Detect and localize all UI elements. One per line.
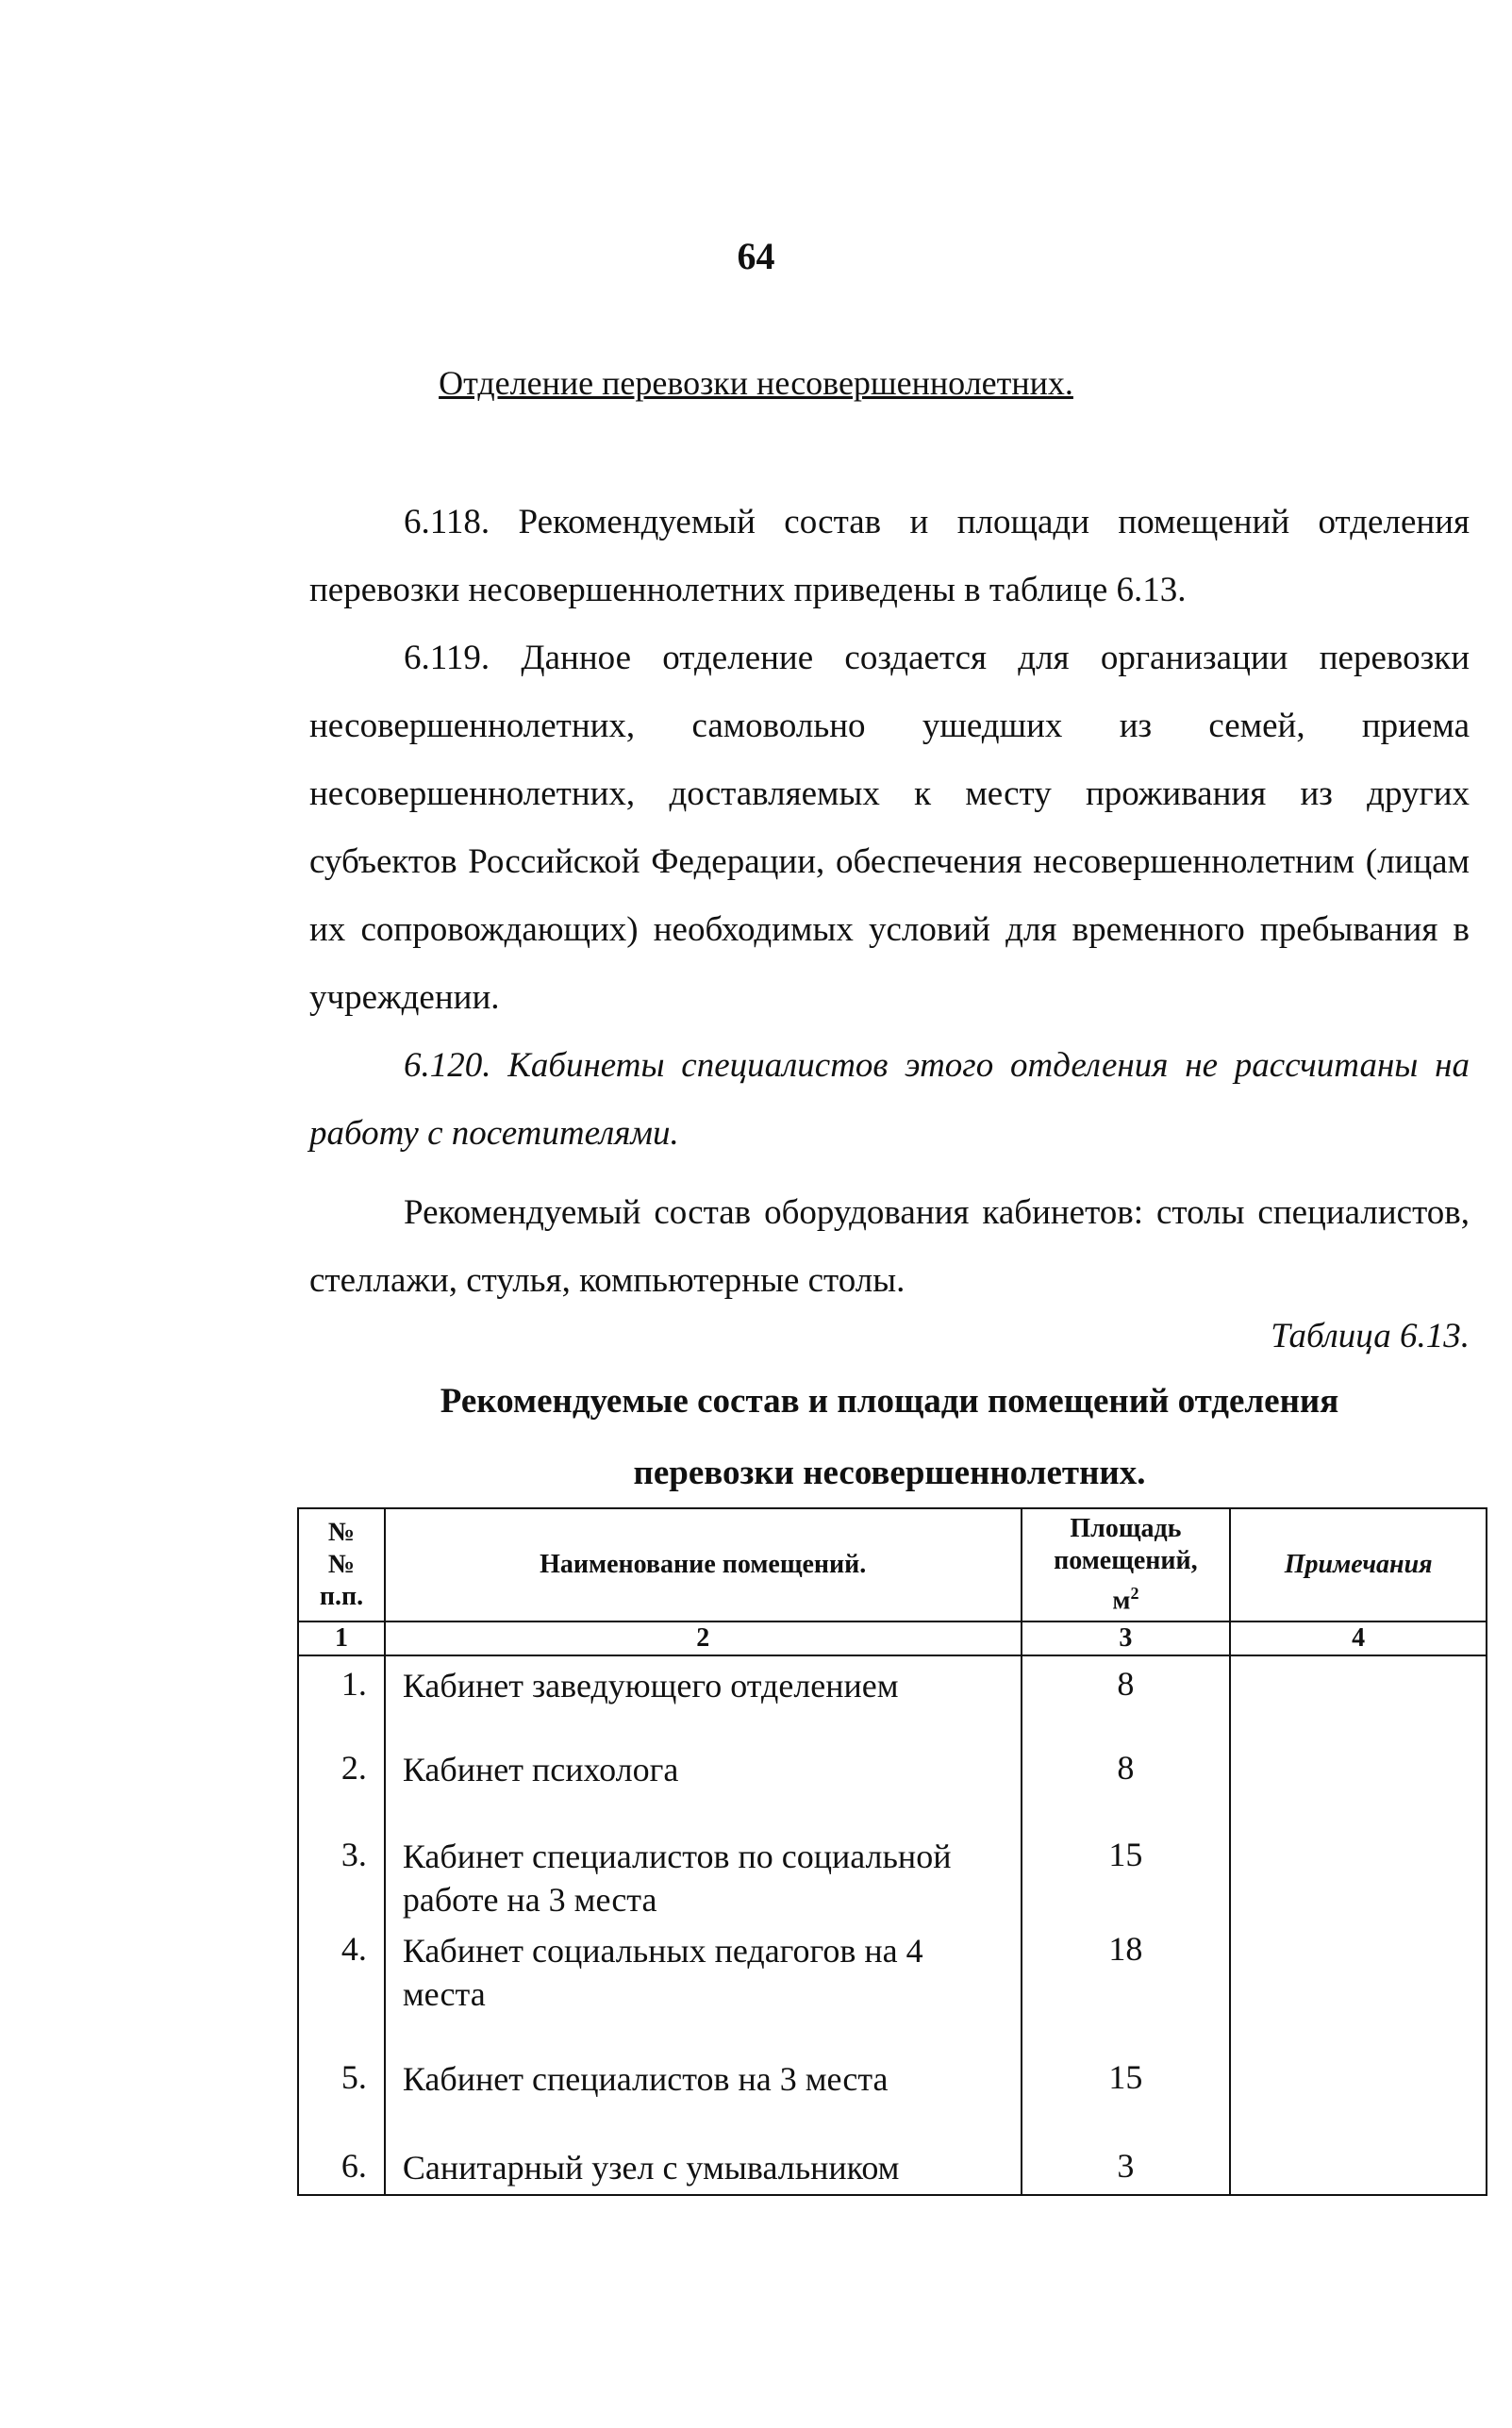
room-note: [1230, 1921, 1487, 2050]
room-area: 8: [1022, 1655, 1231, 1740]
room-name: Кабинет заведующего отделением: [385, 1655, 1022, 1740]
table-row: [298, 1740, 1487, 1827]
row-number: 6.: [298, 2138, 385, 2195]
section-title: Отделение перевозки несовершеннолетних.: [439, 364, 1073, 402]
room-note: [1230, 1740, 1487, 1827]
table-caption: Таблица 6.13.: [1271, 1317, 1470, 1355]
room-name: Кабинет специалистов по социальной работе на 3 места: [385, 1827, 1022, 1921]
table-header-row: [298, 1508, 1487, 1621]
table-row: [298, 2138, 1487, 2195]
column-number: 2: [385, 1621, 1022, 1655]
body-text: [309, 489, 1470, 1315]
header-number: № № п.п.: [298, 1508, 385, 1621]
row-number: 3.: [298, 1827, 385, 1921]
header-name: Наименование помещений.: [385, 1508, 1022, 1621]
header-notes: Примечания: [1230, 1508, 1487, 1621]
page-number: 64: [737, 235, 775, 277]
paragraph-6-119: 6.119. Данное отделение создается для организации перевозки несовершеннолетних, самовольно ушедших из семей, приема несовершеннолетних, доставляемых к месту проживания из других субъектов Российской Федерации, обеспечения несовершеннолетним (лицам их сопровождающих) необходимых условий для временного пребывания в учреждении.: [309, 639, 1470, 1017]
room-name: Кабинет специалистов на 3 места: [385, 2050, 1022, 2138]
room-name: Кабинет социальных педагогов на 4 места: [385, 1921, 1022, 2050]
room-note: [1230, 1827, 1487, 1921]
row-number: 5.: [298, 2050, 385, 2138]
room-area: 3: [1022, 2138, 1231, 2195]
table-title: [309, 1366, 1470, 1509]
row-number: 4.: [298, 1921, 385, 2050]
room-area: 15: [1022, 1827, 1231, 1921]
paragraph-equipment: Рекомендуемый состав оборудования кабинетов: столы специалистов, стеллажи, стулья, компьютерные столы.: [309, 1193, 1470, 1300]
room-note: [1230, 2138, 1487, 2195]
table-row: [298, 1827, 1487, 1921]
room-area: 8: [1022, 1740, 1231, 1827]
header-area: Площадь помещений, $м^2$: [1022, 1508, 1231, 1621]
room-note: [1230, 1655, 1487, 1740]
table-row: [298, 1655, 1487, 1740]
room-area: 18: [1022, 1921, 1231, 2050]
table-row: [298, 1921, 1487, 2050]
room-name: Кабинет психолога: [385, 1740, 1022, 1827]
column-number-row: [298, 1621, 1487, 1655]
table-title-line-1: Рекомендуемые состав и площади помещений отделения: [440, 1382, 1339, 1421]
room-name: Санитарный узел с умывальником: [385, 2138, 1022, 2195]
row-number: 2.: [298, 1740, 385, 1827]
column-number: 3: [1022, 1621, 1231, 1655]
table-title-line-2: перевозки несовершеннолетних.: [633, 1454, 1146, 1492]
rooms-table: [297, 1507, 1487, 2196]
column-number: 1: [298, 1621, 385, 1655]
paragraph-6-120: 6.120. Кабинеты специалистов этого отделения не рассчитаны на работу с посетителями.: [309, 1046, 1470, 1153]
table-row: [298, 2050, 1487, 2138]
paragraph-6-118: 6.118. Рекомендуемый состав и площади помещений отделения перевозки несовершеннолетних приведены в таблице 6.13.: [309, 503, 1470, 609]
row-number: 1.: [298, 1655, 385, 1740]
column-number: 4: [1230, 1621, 1487, 1655]
room-note: [1230, 2050, 1487, 2138]
room-area: 15: [1022, 2050, 1231, 2138]
